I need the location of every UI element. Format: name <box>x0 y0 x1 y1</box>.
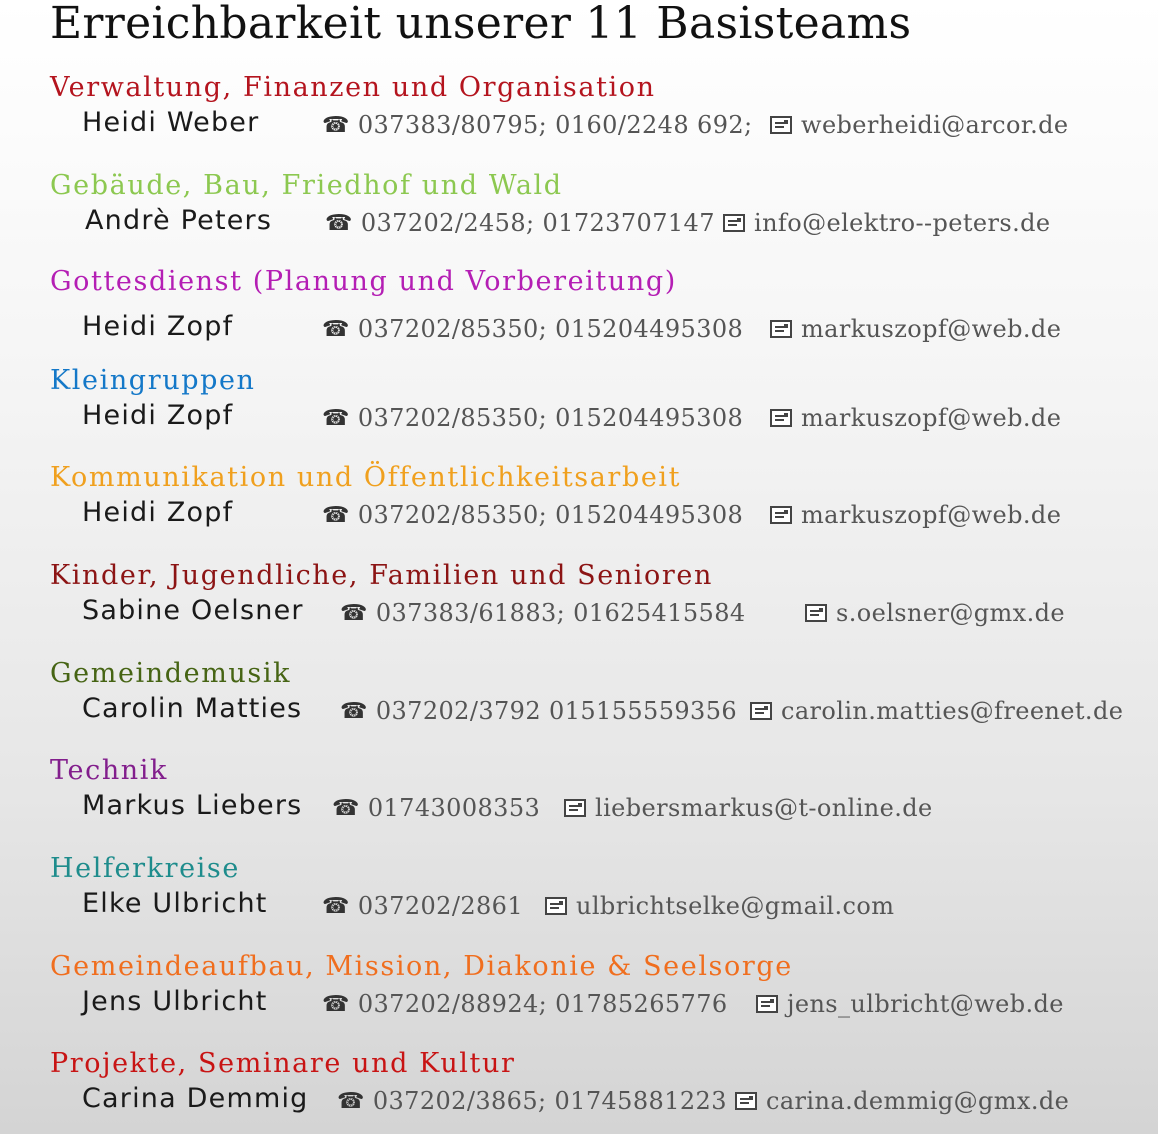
mail-icon <box>545 897 567 915</box>
phone-number: 037202/85350; 015204495308 <box>357 501 744 529</box>
phone-number: 037202/85350; 015204495308 <box>357 315 744 343</box>
team-block-kinder <box>50 559 1150 633</box>
contact-row <box>50 788 1150 828</box>
phone-icon: ☎ <box>337 1088 365 1114</box>
team-block-verwaltung <box>50 71 1150 145</box>
email-address[interactable]: weberheidi@arcor.de <box>801 111 1069 139</box>
email-address[interactable]: s.oelsner@gmx.de <box>836 599 1065 627</box>
email-entry <box>545 892 894 920</box>
person-name: Sabine Oelsner <box>82 595 304 626</box>
team-title: Kleingruppen <box>50 365 256 396</box>
team-block-gemeindemusik <box>50 657 1150 731</box>
contact-row <box>50 309 1150 349</box>
phone-icon: ☎ <box>340 600 368 626</box>
email-entry <box>770 315 1061 343</box>
person-name: Heidi Weber <box>82 107 260 138</box>
phone-entry <box>322 892 523 920</box>
person-name: Heidi Zopf <box>82 311 234 342</box>
team-block-helferkreise <box>50 852 1150 926</box>
phone-number: 037202/88924; 01785265776 <box>357 990 728 1018</box>
mail-icon <box>805 604 827 622</box>
team-block-technik <box>50 754 1150 828</box>
phone-icon: ☎ <box>322 316 350 342</box>
mail-icon <box>723 214 745 232</box>
phone-entry <box>322 315 743 343</box>
phone-icon: ☎ <box>322 991 350 1017</box>
email-address[interactable]: info@elektro--peters.de <box>754 209 1051 237</box>
phone-entry <box>340 599 746 627</box>
phone-icon: ☎ <box>322 502 350 528</box>
email-entry <box>564 794 933 822</box>
team-title: Projekte, Seminare und Kultur <box>50 1048 516 1079</box>
phone-number: 037383/80795; 0160/2248 692; <box>357 111 753 139</box>
contact-row <box>50 593 1150 633</box>
person-name: Carina Demmig <box>82 1083 309 1114</box>
contact-row <box>50 886 1150 926</box>
phone-entry <box>322 111 753 139</box>
phone-entry <box>332 794 540 822</box>
contact-row <box>50 984 1150 1024</box>
team-title: Gemeindeaufbau, Mission, Diakonie & Seelsorge <box>50 951 793 982</box>
phone-icon: ☎ <box>332 795 360 821</box>
email-address[interactable]: carolin.matties@freenet.de <box>781 697 1124 725</box>
email-address[interactable]: markuszopf@web.de <box>801 404 1062 432</box>
mail-icon <box>770 320 792 338</box>
phone-number: 037202/3865; 01745881223 <box>372 1087 727 1115</box>
mail-icon <box>756 995 778 1013</box>
email-entry <box>770 111 1068 139</box>
team-title: Helferkreise <box>50 853 240 884</box>
email-entry <box>805 599 1065 627</box>
person-name: Heidi Zopf <box>82 400 234 431</box>
email-address[interactable]: markuszopf@web.de <box>801 501 1062 529</box>
phone-entry <box>322 501 743 529</box>
phone-number: 037383/61883; 01625415584 <box>375 599 746 627</box>
contact-row <box>50 203 1150 243</box>
phone-icon: ☎ <box>322 893 350 919</box>
team-block-gemeindeaufbau <box>50 950 1150 1024</box>
email-address[interactable]: jens_ulbricht@web.de <box>787 990 1064 1018</box>
email-entry <box>750 697 1123 725</box>
phone-icon: ☎ <box>340 698 368 724</box>
phone-entry <box>325 209 715 237</box>
team-block-gebaeude <box>50 169 1150 243</box>
person-name: Andrè Peters <box>85 205 273 236</box>
person-name: Heidi Zopf <box>82 497 234 528</box>
person-name: Markus Liebers <box>82 790 303 821</box>
contact-row <box>50 1081 1150 1121</box>
phone-number: 01743008353 <box>367 794 541 822</box>
phone-entry <box>340 697 737 725</box>
contact-row <box>50 105 1150 145</box>
phone-icon: ☎ <box>322 112 350 138</box>
person-name: Carolin Matties <box>82 693 303 724</box>
team-block-kleingruppen <box>50 364 1150 438</box>
email-entry <box>735 1087 1069 1115</box>
person-name: Elke Ulbricht <box>82 888 268 919</box>
email-entry <box>770 501 1061 529</box>
phone-number: 037202/2458; 01723707147 <box>360 209 715 237</box>
email-address[interactable]: carina.demmig@gmx.de <box>766 1087 1070 1115</box>
email-address[interactable]: liebersmarkus@t-online.de <box>595 794 933 822</box>
phone-number: 037202/3792 015155559356 <box>375 697 738 725</box>
phone-number: 037202/2861 <box>357 892 523 920</box>
contact-row <box>50 691 1150 731</box>
email-address[interactable]: ulbrichtselke@gmail.com <box>576 892 895 920</box>
mail-icon <box>735 1092 757 1110</box>
team-title: Gemeindemusik <box>50 658 292 689</box>
email-entry <box>770 404 1061 432</box>
phone-entry <box>322 990 728 1018</box>
email-entry <box>756 990 1064 1018</box>
mail-icon <box>770 409 792 427</box>
mail-icon <box>564 799 586 817</box>
mail-icon <box>770 116 792 134</box>
mail-icon <box>770 506 792 524</box>
team-title: Gottesdienst (Planung und Vorbereitung) <box>50 266 677 297</box>
email-entry <box>723 209 1050 237</box>
page-title: Erreichbarkeit unserer 11 Basisteams <box>50 0 912 49</box>
team-title: Verwaltung, Finanzen und Organisation <box>50 72 656 103</box>
person-name: Jens Ulbricht <box>82 986 268 1017</box>
team-title: Gebäude, Bau, Friedhof und Wald <box>50 170 563 201</box>
phone-icon: ☎ <box>322 405 350 431</box>
contact-row <box>50 398 1150 438</box>
phone-icon: ☎ <box>325 210 353 236</box>
phone-entry <box>322 404 743 432</box>
phone-number: 037202/85350; 015204495308 <box>357 404 744 432</box>
phone-entry <box>337 1087 727 1115</box>
team-block-projekte <box>50 1047 1150 1121</box>
contact-row <box>50 495 1150 535</box>
team-block-gottesdienst <box>50 265 1150 349</box>
team-block-kommunikation <box>50 461 1150 535</box>
team-title: Technik <box>50 755 168 786</box>
email-address[interactable]: markuszopf@web.de <box>801 315 1062 343</box>
team-title: Kommunikation und Öffentlichkeitsarbeit <box>50 462 682 493</box>
team-title: Kinder, Jugendliche, Familien und Senioren <box>50 560 713 591</box>
mail-icon <box>750 702 772 720</box>
